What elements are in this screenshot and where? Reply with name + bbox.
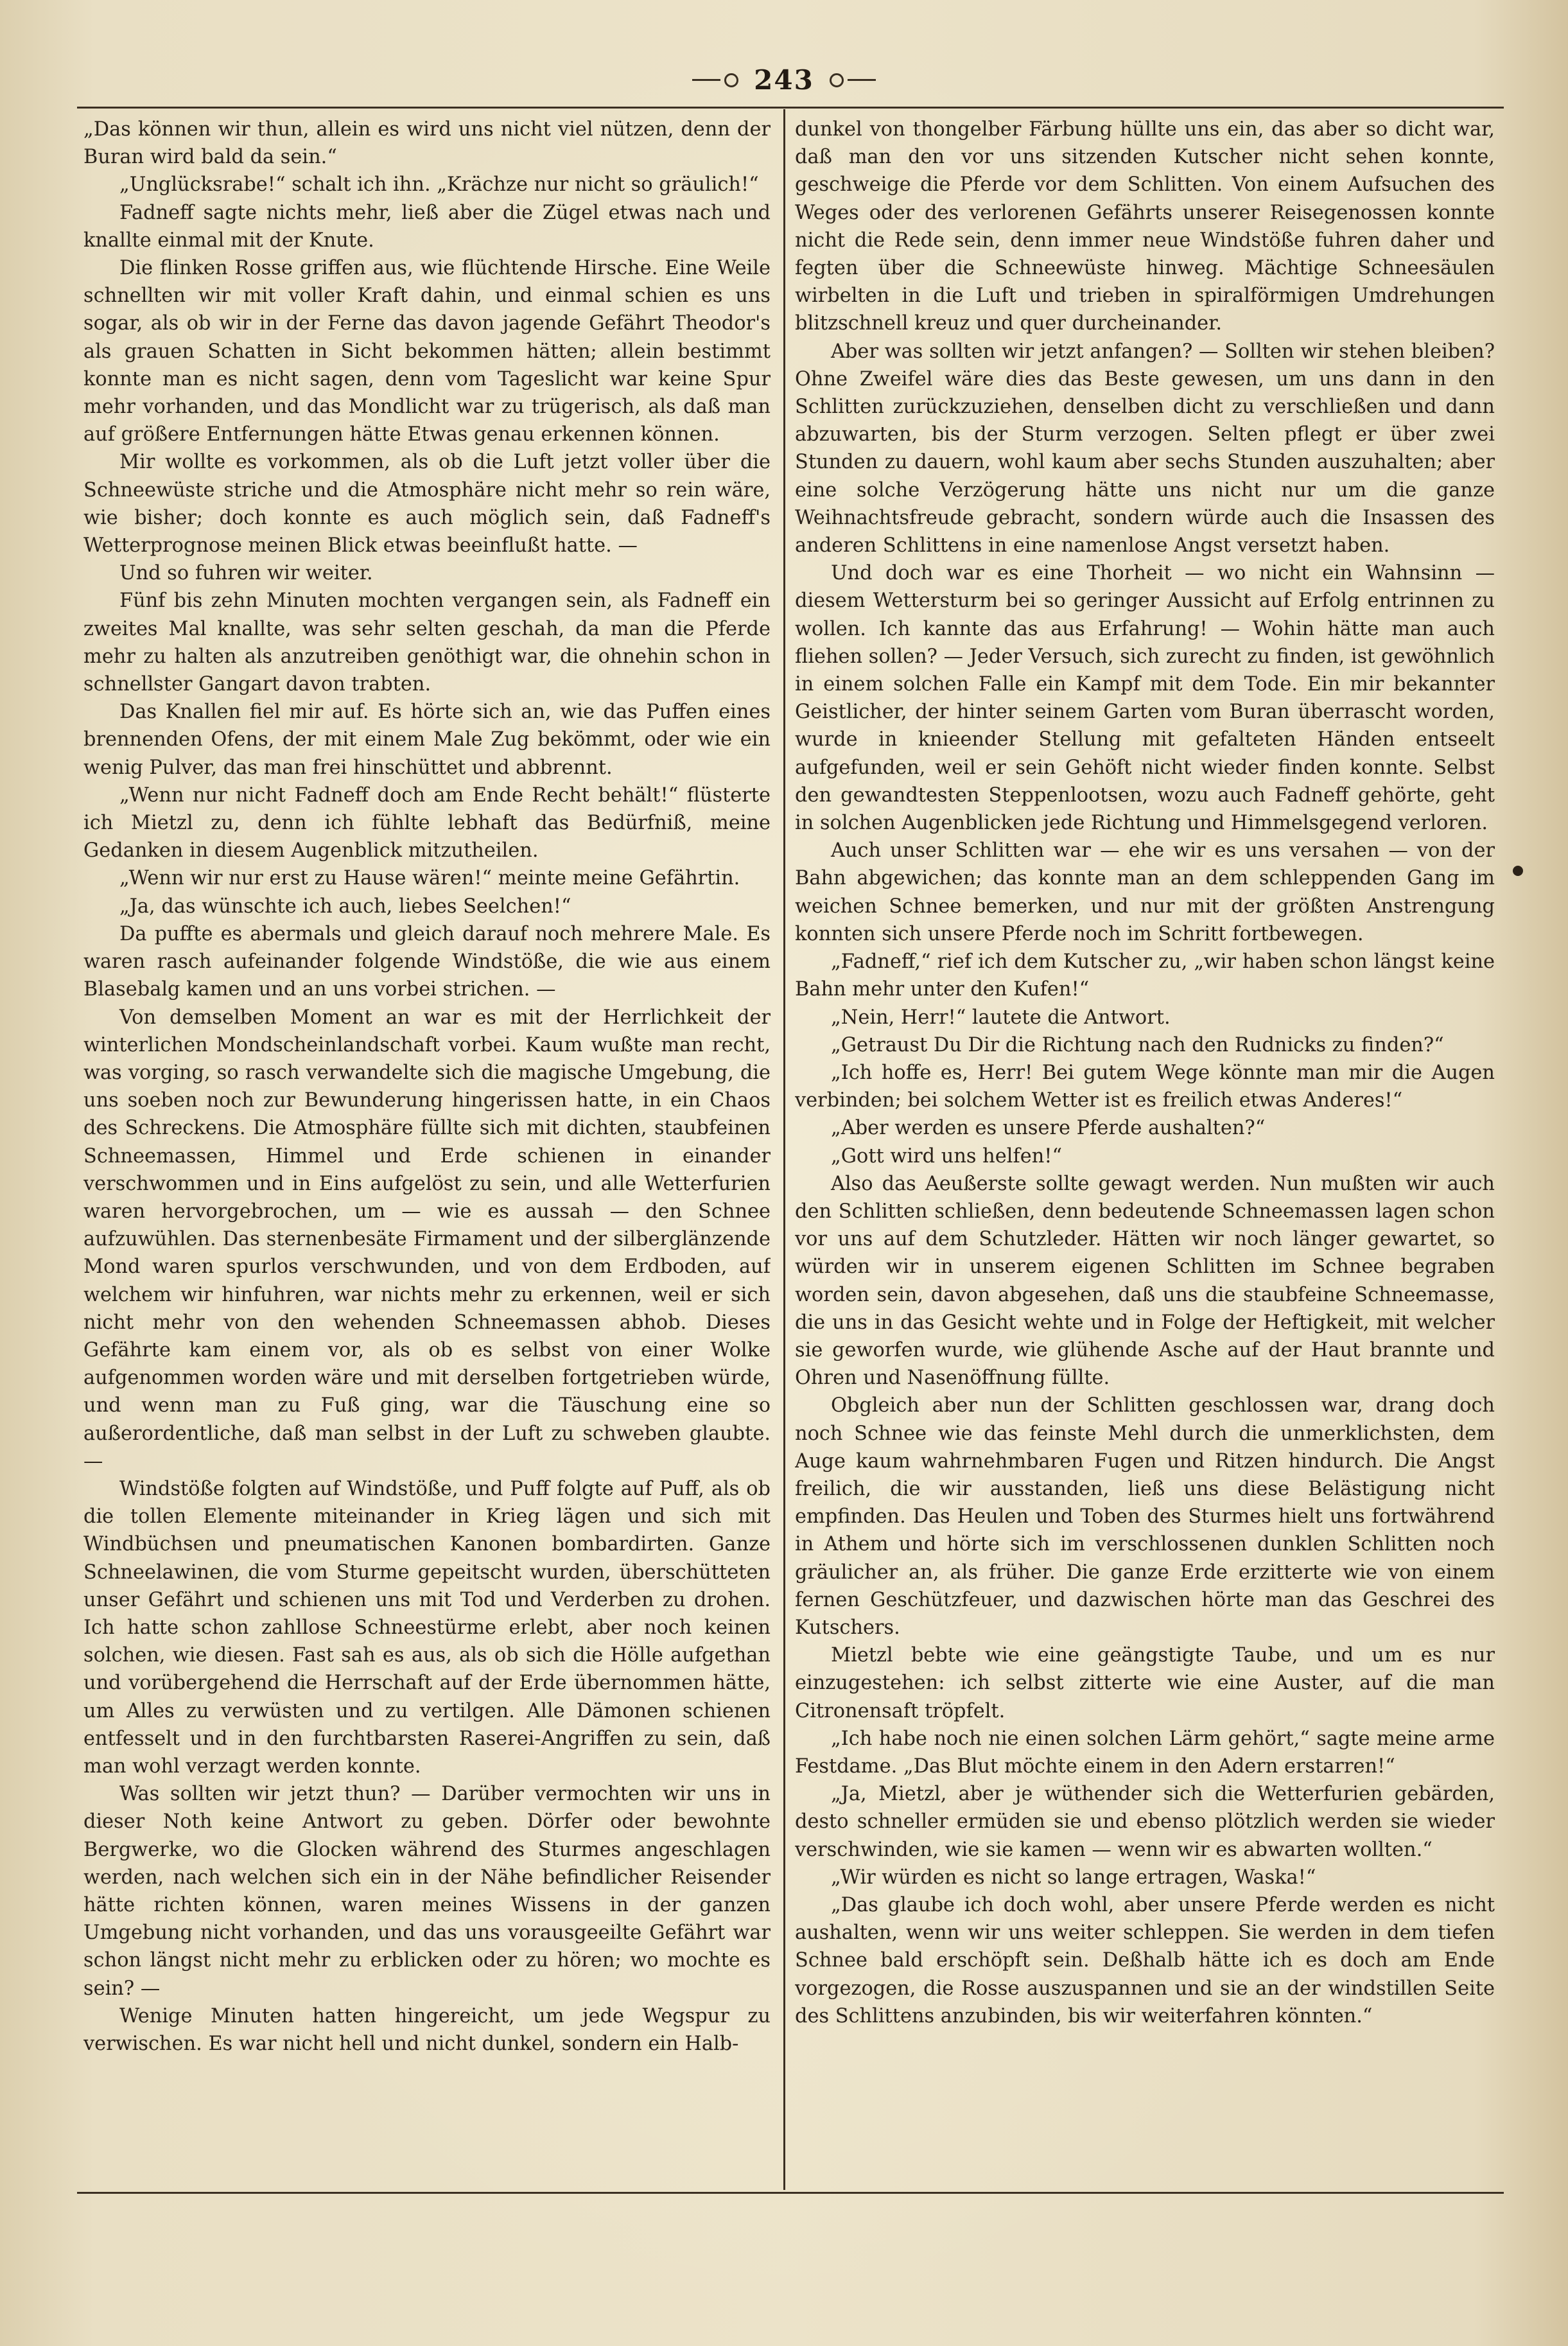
left-column bbox=[83, 116, 771, 2184]
paragraph: „Fadneff,“ rief ich dem Kutscher zu, „wir haben schon längst keine Bahn mehr unter den Kufen!“ bbox=[795, 950, 1495, 1001]
paragraph: Windstöße folgten auf Windstöße, und Puff folgte auf Puff, als ob die tollen Elemente miteinander in Krieg lägen und sich mit Windbüchsen und pneumatischen Kanonen bombardirten. Ganze Schneelawinen, die vom Sturme gepeitscht wurden, überschütteten unser Gefährt und schienen uns mit Tod und Verderben zu drohen. Ich hatte schon zahllose Schneestürme erlebt, aber noch keinen solchen, wie diesen. Fast sah es aus, als ob sich die Hölle aufgethan und vorübergehend die Herrschaft auf der Erde übernommen hätte, um Alles zu verwüsten und zu vertilgen. Alle Dämonen schienen entfesselt und in den furchtbarsten Raserei-Angriffen zu sein, daß man wohl verzagt werden konnte. bbox=[83, 1477, 771, 1778]
paragraph: „Aber werden es unsere Pferde aushalten?“ bbox=[831, 1117, 1266, 1140]
paragraph: Also das Aeußerste sollte gewagt werden. Nun mußten wir auch den Schlitten schließen, denn bedeutende Schneemassen lagen schon vor uns auf dem Schutzleder. Hätten wir noch länger gewartet, so würden wir in unserem eigenen Schlitten im Schnee begraben worden sein, davon abgesehen, daß uns die staubfeine Schneemasse, die uns in das Gesicht wehte und in Folge der Heftigkeit, mit welcher sie geworfen wurde, wie glühende Asche auf der Haut brannte und Ohren und Nasenöffnung füllte. bbox=[795, 1172, 1495, 1390]
paragraph: Was sollten wir jetzt thun? — Darüber vermochten wir uns in dieser Noth keine Antwort zu geben. Dörfer oder bewohnte Bergwerke, wo die Glocken während des Sturmes angeschlagen werden, nach welchen sich ein in der Nähe befindlicher Reisender hätte richten können, waren meines Wissens in der ganzen Umgebung nicht vorhanden, und das uns vorausgeeilte Gefährt war schon längst nicht mehr zu erblicken oder zu hören; wo mochte es sein? — bbox=[83, 1783, 771, 2000]
right-column bbox=[795, 116, 1495, 2184]
ink-speck bbox=[1513, 866, 1523, 876]
paragraph: Da puffte es abermals und gleich darauf noch mehrere Male. Es waren rasch aufeinander folgende Windstöße, die wie aus einem Blasebalg kamen und an uns vorbei strichen. — bbox=[83, 922, 771, 1001]
paragraph: „Nein, Herr!“ lautete die Antwort. bbox=[831, 1006, 1171, 1029]
paragraph: Wenige Minuten hatten hingereicht, um jede Wegspur zu verwischen. Es war nicht hell und nicht dunkel, sondern ein Halb- bbox=[83, 2004, 771, 2056]
column-divider bbox=[783, 109, 785, 2190]
paragraph: „Ja, das wünschte ich auch, liebes Seelchen!“ bbox=[119, 895, 571, 918]
paragraph: „Ja, Mietzl, aber je wüthender sich die Wetterfurien gebärden, desto schneller ermüden sie und ebenso plötzlich werden sie wieder verschwinden, wie sie kamen — wenn wir es abwarten wollten.“ bbox=[795, 1783, 1495, 1861]
paragraph: Auch unser Schlitten war — ehe wir es uns versahen — von der Bahn abgewichen; das konnte man an dem schleppenden Gang im weichen Schnee bemerken, und nur mit der größten Anstrengung konnten sich unsere Pferde noch im Schritt fortbewegen. bbox=[795, 839, 1495, 945]
paragraph: „Unglücksrabe!“ schalt ich ihn. „Krächze nur nicht so gräulich!“ bbox=[119, 173, 759, 197]
paragraph: „Das können wir thun, allein es wird uns nicht viel nützen, denn der Buran wird bald da sein.“ bbox=[83, 118, 771, 169]
paragraph: Von demselben Moment an war es mit der Herrlichkeit der winterlichen Mondscheinlandschaft vorbei. Kaum wußte man recht, was vorging, so rasch verwandelte sich die magische Umgebung, die uns soeben noch zur Bewunderung hingerissen hatte, in ein Chaos des Schreckens. Die Atmosphäre füllte sich mit dichten, staubfeinen Schneemassen, Himmel und Erde schienen in einander verschwommen und in Eins aufgelöst zu sein, und alle Wetterfurien waren hervorgebrochen, um — wie es aussah — den Schnee aufzuwühlen. Das sternenbesäte Firmament und der silberglänzende Mond waren spurlos verschwunden, und von dem Erdboden, auf welchem wir hinfuhren, war nichts mehr zu erkennen, weil er sich nicht mehr von den wehenden Schneemassen abhob. Dieses Gefährte kam einem vor, als ob es selbst von einer Wolke aufgenommen worden wäre und mit derselben fortgetrieben würde, und wenn man zu Fuß ging, war die Täuschung eine so außerordentliche, daß man selbst in der Luft zu schweben glaubte. — bbox=[83, 1006, 771, 1473]
page-number: 243 bbox=[754, 64, 814, 96]
paragraph: „Wenn wir nur erst zu Hause wären!“ meinte meine Gefährtin. bbox=[119, 867, 740, 890]
paragraph: dunkel von thongelber Färbung hüllte uns ein, das aber so dicht war, daß man den vor uns sitzenden Kutscher nicht sehen konnte, geschweige die Pferde vor dem Schlitten. Von einem Aufsuchen des Weges oder des verlorenen Gefährts unserer Reisegenossen konnte nicht die Rede sein, denn immer neue Windstöße fuhren daher und fegten über die Schneewüste hinweg. Mächtige Schneesäulen wirbelten in die Luft und trieben in spiralförmigen Umdrehungen blitzschnell kreuz und quer durcheinander. bbox=[795, 118, 1495, 335]
paragraph: „Getraust Du Dir die Richtung nach den Rudnicks zu finden?“ bbox=[831, 1033, 1444, 1056]
paragraph: „Wenn nur nicht Fadneff doch am Ende Recht behält!“ flüsterte ich Mietzl zu, denn ich fühlte lebhaft das Bedürfniß, meine Gedanken in diesem Augenblick mitzutheilen. bbox=[83, 783, 771, 862]
right-flourish-icon bbox=[830, 73, 876, 87]
paragraph: Die flinken Rosse griffen aus, wie flüchtende Hirsche. Eine Weile schnellten wir mit voller Kraft dahin, und einmal schien es uns sogar, als ob wir in der Ferne das davon jagende Gefährt Theodor's als grauen Schatten in Sicht bekommen hätten; allein bestimmt konnte man es nicht sagen, denn vom Tageslicht war keine Spur mehr vorhanden, und das Mondlicht war zu trügerisch, als daß man auf größere Entfernungen hätte Etwas genau erkennen können. bbox=[83, 257, 771, 446]
paragraph: „Wir würden es nicht so lange ertragen, Waska!“ bbox=[831, 1866, 1316, 1889]
paragraph: Mietzl bebte wie eine geängstigte Taube, und um es nur einzugestehen: ich selbst zitterte wie eine Auster, auf die man Citronensaft tröpfelt. bbox=[795, 1644, 1495, 1722]
paragraph: „Ich hoffe es, Herr! Bei gutem Wege könnte man mir die Augen verbinden; bei solchem Wetter ist es freilich etwas Anderes!“ bbox=[795, 1061, 1495, 1112]
paragraph: Fadneff sagte nichts mehr, ließ aber die Zügel etwas nach und knallte einmal mit der Knute. bbox=[83, 201, 771, 252]
paragraph: Fünf bis zehn Minuten mochten vergangen sein, als Fadneff ein zweites Mal knallte, was sehr selten geschah, da man die Pferde mehr zu halten als anzutreiben genöthigt war, die ohnehin schon in schnellster Gangart davon trabten. bbox=[83, 590, 771, 696]
page-header bbox=[0, 64, 1568, 103]
paragraph: Aber was sollten wir jetzt anfangen? — Sollten wir stehen bleiben? Ohne Zweifel wäre dies das Beste gewesen, um uns dann in den Schlitten zurückzuziehen, denselben dicht zu verschließen und dann abzuwarten, bis der Sturm verzogen. Selten pflegt er über zwei Stunden zu dauern, wohl kaum aber sechs Stunden auszuhalten; aber eine solche Verzögerung hätte uns nicht nur um die ganze Weihnachtsfreude gebracht, sondern würde auch die Insassen des anderen Schlittens in eine namenlose Angst versetzt haben. bbox=[795, 340, 1495, 557]
paragraph: Und so fuhren wir weiter. bbox=[119, 562, 373, 585]
page-number-ornament bbox=[692, 64, 876, 96]
paragraph: Obgleich aber nun der Schlitten geschlossen war, drang doch noch Schnee wie das feinste Mehl durch die unmerklichsten, dem Auge kaum wahrnehmbaren Fugen und Ritzen hindurch. Die Angst freilich, die wir ausstanden, ließ uns diese Belästigung nicht empfinden. Das Heulen und Toben des Sturmes hielt uns fortwährend in Athem und hörte sich im verschlossenen dunklen Schlitten noch gräulicher an, als früher. Die ganze Erde erzitterte wie von einem fernen Geschützfeuer, und dazwischen hörte man das Geschrei des Kutschers. bbox=[795, 1394, 1495, 1639]
paragraph: Mir wollte es vorkommen, als ob die Luft jetzt voller über die Schneewüste striche und die Atmosphäre nicht mehr so rein wäre, wie bisher; doch konnte es auch möglich sein, daß Fadneff's Wetterprognose meinen Blick etwas beeinflußt hatte. — bbox=[83, 451, 771, 557]
paragraph: „Gott wird uns helfen!“ bbox=[831, 1144, 1063, 1168]
paragraph: „Das glaube ich doch wohl, aber unsere Pferde werden es nicht aushalten, wenn wir uns weiter schleppen. Sie werden in dem tiefen Schnee bald erschöpft sein. Deßhalb hätte ich es doch am Ende vorgezogen, die Rosse auszuspannen und sie an der windstillen Seite des Schlittens anzubinden, bis wir weiterfahren könnten.“ bbox=[795, 1894, 1495, 2027]
paragraph: Das Knallen fiel mir auf. Es hörte sich an, wie das Puffen eines brennenden Ofens, der mit einem Male Zug bekömmt, oder wie ein wenig Pulver, das man frei hinschüttet und abbrennt. bbox=[83, 701, 771, 779]
paragraph: Und doch war es eine Thorheit — wo nicht ein Wahnsinn — diesem Wettersturm bei so geringer Aussicht auf Erfolg entrinnen zu wollen. Ich kannte das aus Erfahrung! — Wohin hätte man auch fliehen sollen? — Jeder Versuch, sich zurecht zu finden, ist gewöhnlich in einem solchen Falle ein Kampf mit dem Tode. Ein mir bekannter Geistlicher, der hinter seinem Garten vom Buran überrascht worden, wurde in knieender Stellung mit gefalteten Händen entseelt aufgefunden, weil er sein Gehöft nicht wieder finden konnte. Selbst den gewandtesten Steppenlootsen, wozu auch Fadneff gehörte, geht in solchen Augenblicken jede Richtung und Himmelsgegend verloren. bbox=[795, 562, 1495, 835]
left-flourish-icon bbox=[692, 73, 738, 87]
paragraph: „Ich habe noch nie einen solchen Lärm gehört,“ sagte meine arme Festdame. „Das Blut möchte einem in den Adern erstarren!“ bbox=[795, 1727, 1495, 1778]
